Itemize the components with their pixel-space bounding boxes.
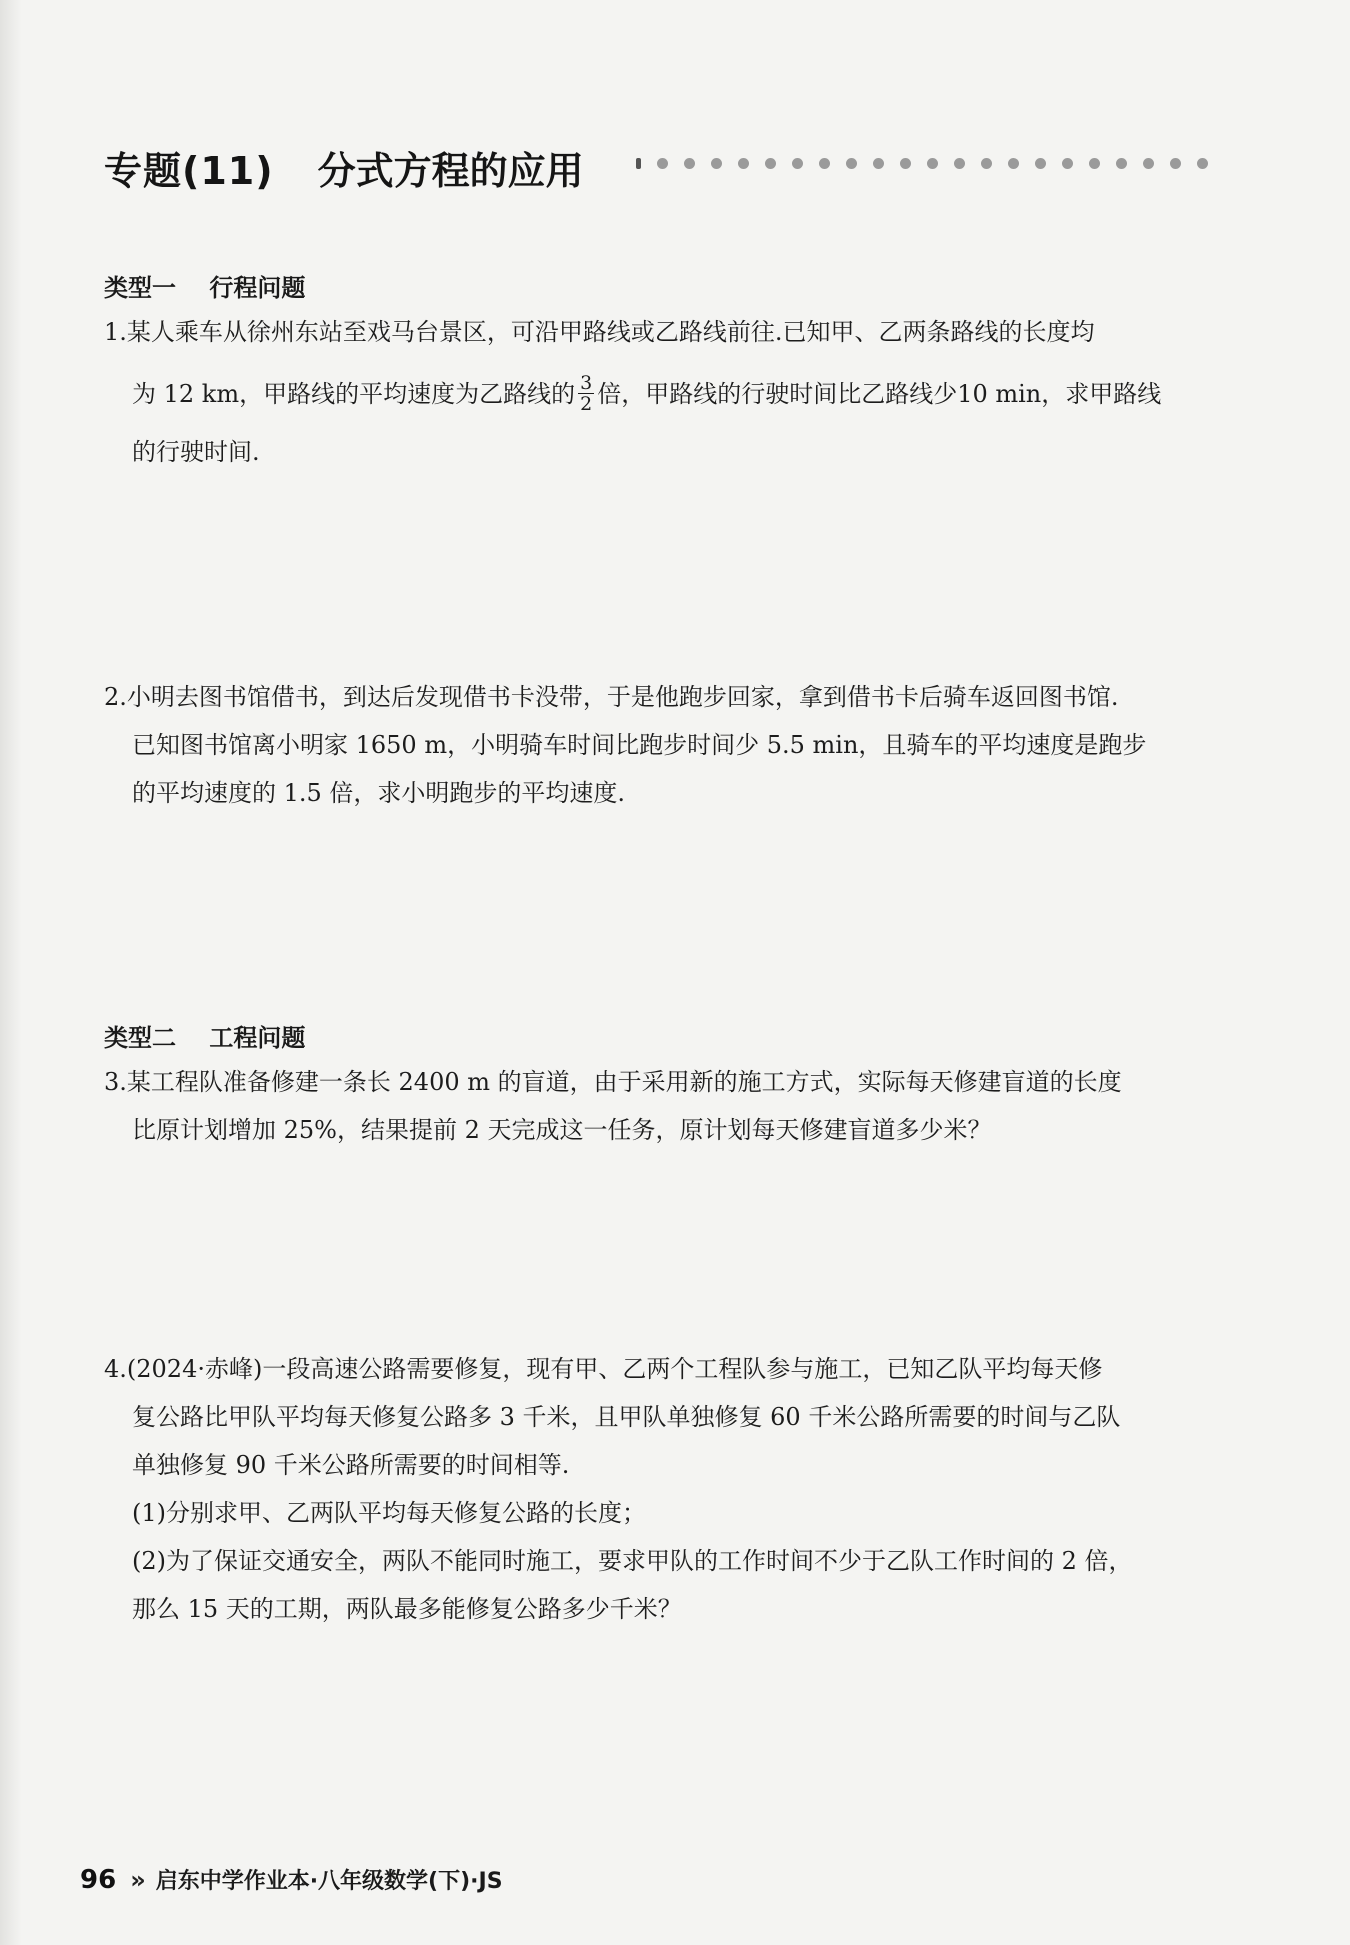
problem-3-line-2: 比原计划增加 25%，结果提前 2 天完成这一任务，原计划每天修建盲道多少米？ xyxy=(132,1116,992,1144)
problem-4-part-1: (1)分别求甲、乙两队平均每天修复公路的长度； xyxy=(132,1499,646,1527)
dot xyxy=(1197,158,1208,169)
dot xyxy=(819,158,830,169)
problem-1-line-2 xyxy=(104,370,1264,418)
problem-1-line-2-end: 倍，甲路线的行驶时间比乙路线少10 min，求甲路线 xyxy=(597,380,1162,408)
dot xyxy=(954,158,965,169)
dot xyxy=(657,158,668,169)
section-heading-travel: 类型一 行程问题 xyxy=(104,274,306,302)
title-dot-leader xyxy=(636,158,1208,169)
problem-1-line-3: 的行驶时间. xyxy=(132,438,260,466)
dot xyxy=(1089,158,1100,169)
problem-4-part-2-cont: 那么 15 天的工期，两队最多能修复公路多少千米？ xyxy=(132,1595,682,1623)
dot xyxy=(1062,158,1073,169)
dot xyxy=(927,158,938,169)
page-title xyxy=(104,140,584,195)
dot xyxy=(981,158,992,169)
problem-4-part-2: (2)为了保证交通安全，两队不能同时施工，要求甲队的工作时间不少于乙队工作时间的 2 倍， xyxy=(132,1547,1133,1575)
dot xyxy=(1116,158,1127,169)
dot xyxy=(738,158,749,169)
problem-3 xyxy=(104,1058,1264,1154)
problem-4 xyxy=(104,1345,1264,1633)
dot xyxy=(900,158,911,169)
fraction-numerator: 3 xyxy=(580,372,593,394)
dot-leader-bar xyxy=(636,158,641,169)
page-number: 96 xyxy=(80,1865,117,1895)
problem-2-line-2: 已知图书馆离小明家 1650 m，小明骑车时间比跑步时间少 5.5 min，且骑车的平均速度是跑步 xyxy=(132,731,1147,759)
dot xyxy=(1143,158,1154,169)
topic-name: 分式方程的应用 xyxy=(317,149,584,193)
dot xyxy=(846,158,857,169)
dot xyxy=(792,158,803,169)
problem-4-line-3: 单独修复 90 千米公路所需要的时间相等. xyxy=(132,1451,570,1479)
problem-4-line-1: 4.(2024·赤峰)一段高速公路需要修复，现有甲、乙两个工程队参与施工，已知乙队平均每天修 xyxy=(104,1355,1103,1383)
problem-2 xyxy=(104,673,1264,817)
problem-1-line-2-start: 为 12 km，甲路线的平均速度为乙路线的 xyxy=(132,380,576,408)
dot xyxy=(1035,158,1046,169)
problem-1-line-1: 1.某人乘车从徐州东站至戏马台景区，可沿甲路线或乙路线前往.已知甲、乙两条路线的长度均 xyxy=(104,318,1095,346)
book-title: 启东中学作业本·八年级数学(下)·JS xyxy=(155,1869,503,1894)
chevron-right-icon: » xyxy=(130,1866,146,1894)
section-heading-engineering: 类型二 工程问题 xyxy=(104,1024,306,1052)
topic-number: 专题(11) xyxy=(104,149,274,193)
dot xyxy=(765,158,776,169)
fraction-three-halves xyxy=(578,373,594,414)
problem-3-line-1: 3.某工程队准备修建一条长 2400 m 的盲道，由于采用新的施工方式，实际每天修建盲道的长度 xyxy=(104,1068,1122,1096)
dot xyxy=(1170,158,1181,169)
dot xyxy=(1008,158,1019,169)
problem-2-line-3: 的平均速度的 1.5 倍，求小明跑步的平均速度. xyxy=(132,779,626,807)
dot xyxy=(711,158,722,169)
problem-4-line-2: 复公路比甲队平均每天修复公路多 3 千米，且甲队单独修复 60 千米公路所需要的时间与乙队 xyxy=(132,1403,1121,1431)
problem-2-line-1: 2.小明去图书馆借书，到达后发现借书卡没带，于是他跑步回家，拿到借书卡后骑车返回图书馆. xyxy=(104,683,1119,711)
dot xyxy=(873,158,884,169)
page-spine-shadow xyxy=(0,0,22,1945)
page-footer xyxy=(80,1864,503,1895)
dot xyxy=(684,158,695,169)
fraction-denominator: 2 xyxy=(580,393,593,415)
problem-1 xyxy=(104,308,1264,476)
